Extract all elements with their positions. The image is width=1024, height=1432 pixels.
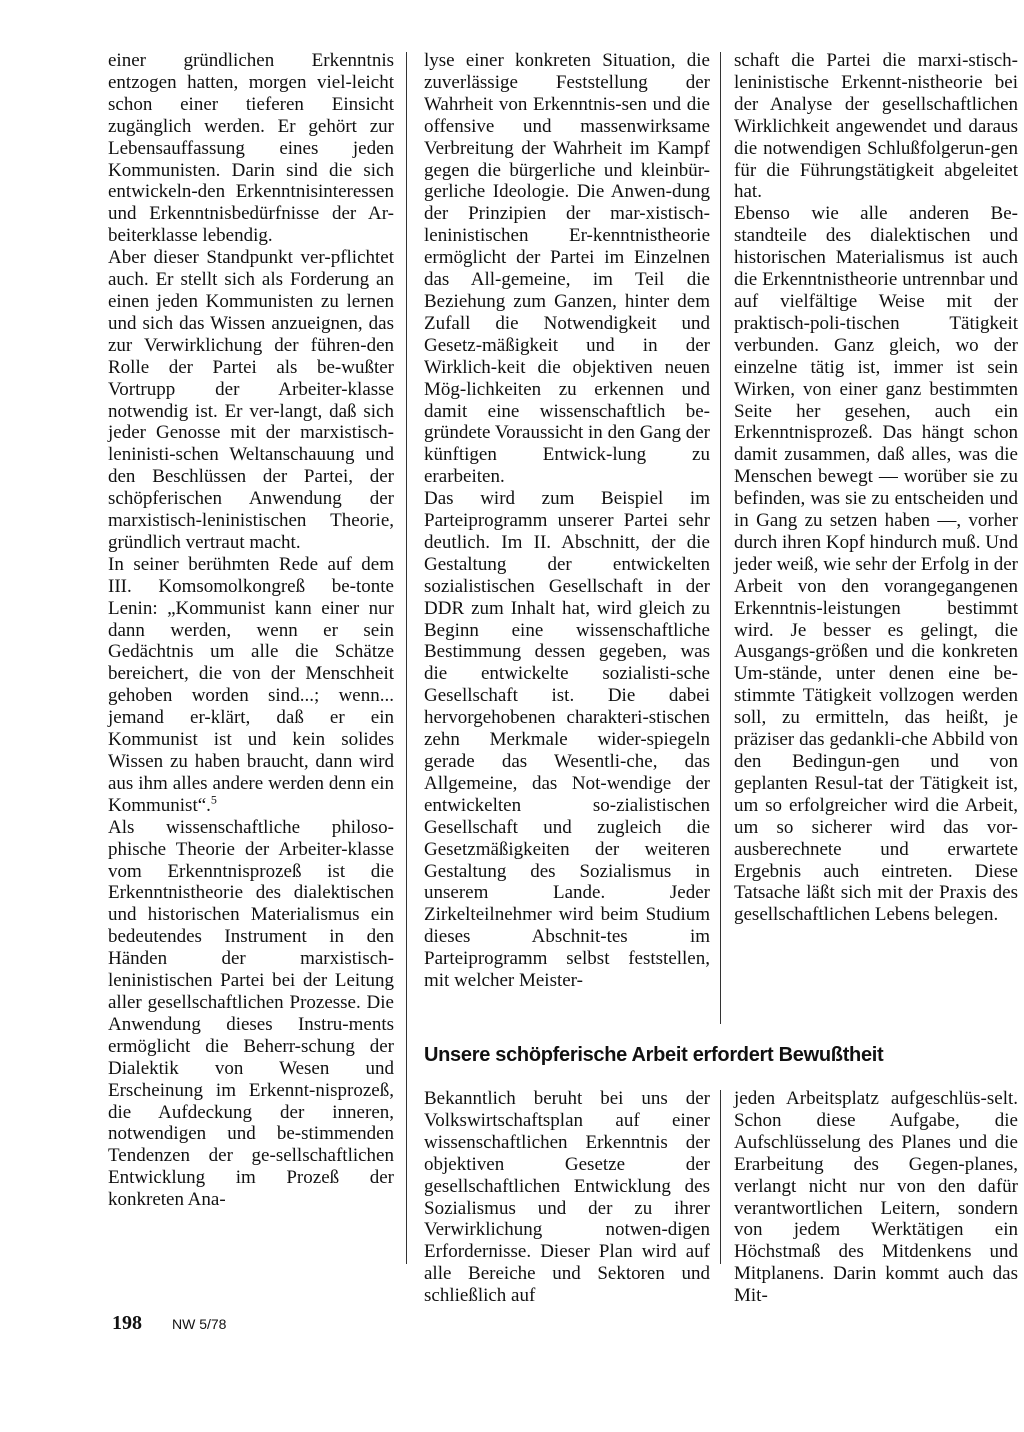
column-divider xyxy=(406,52,407,1264)
paragraph: Bekanntlich beruht bei uns der Volkswirtschaftsplan auf einer wissenschaftlichen Erkenntnis der objektiven Gesetze der gesellschaftlichen Entwicklung des Sozialismus und der zu ihrer Verwirklichung notwen-digen Erfordernisse. Dieser Plan wird auf alle Bereiche und Sektoren und schließlich auf xyxy=(424,1088,710,1307)
issue-reference: NW 5/78 xyxy=(172,1316,227,1332)
paragraph: lyse einer konkreten Situation, die zuverlässige Feststellung der Wahrheit von Erkenntnis-sen und die offensive und massenwirksame Verbreitung der Wahrheit im Kampf gegen die bürgerliche und kleinbür-gerliche Ideologie. Die Anwen-dung der Prinzipien der mar-xistisch-leninistischen Er-kenntnistheorie ermöglicht der Partei im Einzelnen das All-gemeine, im Teil die Beziehung zum Ganzen, hinter dem Zufall die Notwendigkeit und Gesetz-mäßigkeit und in der Wirklich-keit die objektiven neuen Mög-lichkeiten zu erkennen und damit eine wissenschaftlich be-gründete Voraussicht in den Gang der künftigen Entwick-lung zu erarbeiten. xyxy=(424,50,710,488)
paragraph: Ebenso wie alle anderen Be-standteile des dialektischen und historischen Materialismus ist auch die Erkenntnistheorie untrennbar und auf vielfältige Weise mit der praktisch-poli-tischen Tätigkeit verbunden. Ganz gleich, wo der einzelne tätig ist, immer ist sein Wirken, von einer ganz bestimmten Seite her gesehen, auch ein Erkenntnisprozeß. Das hängt schon damit zusammen, daß alles, was die Menschen bewegt — worüber sie zu befinden, was sie zu entscheiden und in Gang zu setzen haben —, vorher durch ihren Kopf hindurch muß. Und jeder weiß, wie sehr der Erfolg in der Arbeit von den vorangegangenen Erkenntnis-leistungen bestimmt wird. Je besser es gelingt, die Ausgangs-größen und die konkreten Um-stände, unter denen eine be-stimmte Tätigkeit vollzogen werden soll, zu ermitteln, das heißt, je präziser das gedankli-che Abbild von den Bedingun-gen und von geplanten Resul-tat der Tätigkeit ist, um so erfolgreicher wird die Arbeit, um so sicherer wird das vor-ausberechnete und erwartete Ergebnis auch eintreten. Diese Tatsache läßt sich mit der Praxis des gesellschaftlichen Lebens belegen. xyxy=(734,203,1018,926)
text-column-1 xyxy=(108,50,394,1211)
paragraph: jeden Arbeitsplatz aufgeschlüs-selt. Schon diese Aufgabe, die Aufschlüsselung des Planes und die Erarbeitung des Gegen-planes, verlangt nicht nur von den dafür verantwortlichen Leitern, sondern von jedem Werktätigen ein Höchstmaß des Mitdenkens und Mitplanens. Darin kommt auch das Mit- xyxy=(734,1088,1018,1307)
paragraph-with-quote xyxy=(108,554,394,817)
text-column-4 xyxy=(424,1088,710,1307)
paragraph: schaft die Partei die marxi-stisch-leninistische Erkennt-nistheorie bei der Analyse der gesellschaftlichen Wirklichkeit angewendet und daraus die notwendigen Schlußfolgerun-gen für die Führungstätigkeit abgeleitet hat. xyxy=(734,50,1018,203)
paragraph: Das wird zum Beispiel im Parteiprogramm unserer Partei sehr deutlich. Im II. Abschnitt, der die Gestaltung der entwickelten sozialistischen Gesellschaft in der DDR zum Inhalt hat, wird gleich zu Beginn eine wissenschaftliche Bestimmung dessen gegeben, was die entwickelte sozialisti-sche Gesellschaft ist. Die dabei hervorgehobenen charakteri-stischen zehn Merkmale wider-spiegeln gerade das Wesentli-che, das Allgemeine, das Not-wendige der entwickelten so-zialistischen Gesellschaft und zugleich die Gesetzmäßigkeiten der weiteren Gestaltung des Sozialismus in unserem Lande. Jeder Zirkelteilnehmer wird beim Studium dieses Abschnit-tes im Parteiprogramm selbst feststellen, mit welcher Meister- xyxy=(424,488,710,992)
paragraph: Aber dieser Standpunkt ver-pflichtet auch. Er stellt sich als Forderung an einen jeden Kommunisten zu lernen und sich das Wissen anzueignen, das zur Verwirklichung der führen-den Rolle der Partei als be-wußter Vortrupp der Arbeiter-klasse notwendig ist. Er ver-langt, daß sich jeder Genosse mit der marxistisch-leninisti-schen Weltanschauung und den Beschlüssen der Partei, der schöpferischen Anwendung der marxistisch-leninistischen Theorie, gründlich vertraut macht. xyxy=(108,247,394,553)
text-column-3 xyxy=(734,50,1018,926)
paragraph: Als wissenschaftliche philoso-phische Theorie der Arbeiter-klasse vom Erkenntnisprozeß ist die Erkenntnistheorie des dialektischen und historischen Materialismus ein bedeutendes Instrument in den Händen der marxistisch-leninistischen Partei bei der Leitung aller gesellschaftlichen Prozesse. Die Anwendung dieses Instru-ments ermöglicht die Beherr-schung der Dialektik von Wesen und Erscheinung im Erkennt-nisprozeß, die Aufdeckung der inneren, notwendigen und be-stimmenden Tendenzen der ge-sellschaftlichen Entwicklung im Prozeß der konkreten Ana- xyxy=(108,816,394,1211)
text-column-5 xyxy=(734,1088,1018,1307)
page-number: 198 xyxy=(112,1312,142,1334)
footnote-marker: 5 xyxy=(210,792,217,807)
column-divider xyxy=(720,1090,721,1264)
text-column-2 xyxy=(424,50,710,992)
section-heading: Unsere schöpferische Arbeit erfordert Bewußtheit xyxy=(424,1044,884,1066)
paragraph: einer gründlichen Erkenntnis entzogen hatten, morgen viel-leicht schon einer tieferen Einsicht zugänglich werden. Er gehört zur Lebensauffassung eines jeden Kommunisten. Darin sind die sich entwickeln-den Erkenntnisinteressen und Erkenntnisbedürfnisse der Ar-beiterklasse lebendig. xyxy=(108,50,394,247)
column-divider xyxy=(720,52,721,1024)
quote-text: In seiner berühmten Rede auf dem III. Komsomolkongreß be-tonte Lenin: „Kommunist kann einer nur dann werden, wenn er sein Gedächtnis um alle die Schätze bereichert, die von der Menschheit gehoben worden sind...; wenn... jemand er-klärt, daß er ein Kommunist ist und kein solides Wissen zu haben braucht, dann wird aus ihm alles andere werden denn ein Kommunist“. xyxy=(108,553,394,816)
